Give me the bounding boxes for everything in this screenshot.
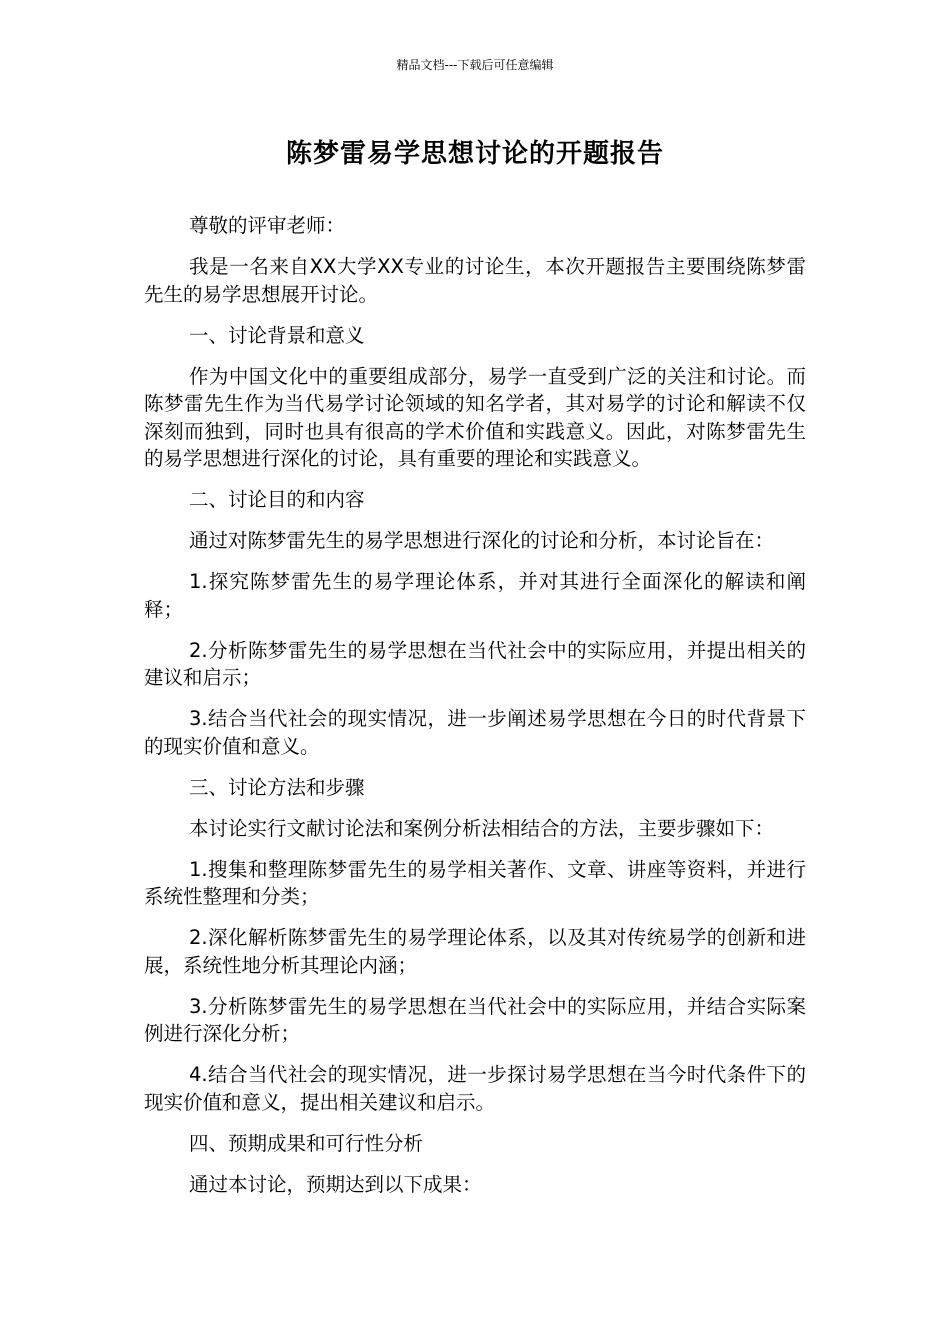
document-body — [144, 212, 806, 1212]
methods-item-4: 4.结合当代社会的现实情况，进一步探讨易学思想在当今时代条件下的现实价值和意义，提出相关建议和启示。 — [144, 1063, 806, 1114]
intro-paragraph: 我是一名来自XX大学XX专业的讨论生，本次开题报告主要围绕陈梦雷先生的易学思想展开讨论。 — [144, 255, 806, 306]
background-paragraph: 作为中国文化中的重要组成部分，易学一直受到广泛的关注和讨论。而陈梦雷先生作为当代易学讨论领域的知名学者，其对易学的讨论和解读不仅深刻而独到，同时也具有很高的学术价值和实践意义。因此，对陈梦雷先生的易学思想进行深化的讨论，具有重要的理论和实践意义。 — [144, 364, 806, 470]
purpose-item-1: 1.探究陈梦雷先生的易学理论体系，并对其进行全面深化的解读和阐释； — [144, 570, 806, 621]
section-heading-outcomes: 四、预期成果和可行性分析 — [189, 1131, 424, 1155]
document-title: 陈梦雷易学思想讨论的开题报告 — [285, 139, 664, 169]
header-note: 精品文档---下载后可任意编辑 — [396, 58, 554, 72]
purpose-item-3: 3.结合当代社会的现实情况，进一步阐述易学思想在今日的时代背景下的现实价值和意义。 — [144, 707, 806, 758]
salutation: 尊敬的评审老师： — [189, 214, 346, 237]
methods-item-2: 2.深化解析陈梦雷先生的易学理论体系，以及其对传统易学的创新和进展，系统性地分析其理论内涵； — [144, 926, 806, 977]
section-heading-methods: 三、讨论方法和步骤 — [189, 775, 365, 799]
methods-item-1: 1.搜集和整理陈梦雷先生的易学相关著作、文章、讲座等资料，并进行系统性整理和分类； — [144, 857, 806, 908]
outcomes-intro: 通过本讨论，预期达到以下成果： — [189, 1172, 482, 1196]
methods-intro: 本讨论实行文献讨论法和案例分析法相结合的方法，主要步骤如下： — [189, 816, 775, 840]
methods-item-3: 3.分析陈梦雷先生的易学思想在当代社会中的实际应用，并结合实际案例进行深化分析； — [144, 994, 806, 1045]
purpose-intro: 通过对陈梦雷先生的易学思想进行深化的讨论和分析，本讨论旨在： — [189, 529, 775, 552]
purpose-item-2: 2.分析陈梦雷先生的易学思想在当代社会中的实际应用，并提出相关的建议和启示； — [144, 638, 806, 689]
section-heading-purpose: 二、讨论目的和内容 — [189, 488, 365, 511]
section-heading-background: 一、讨论背景和意义 — [189, 323, 365, 347]
